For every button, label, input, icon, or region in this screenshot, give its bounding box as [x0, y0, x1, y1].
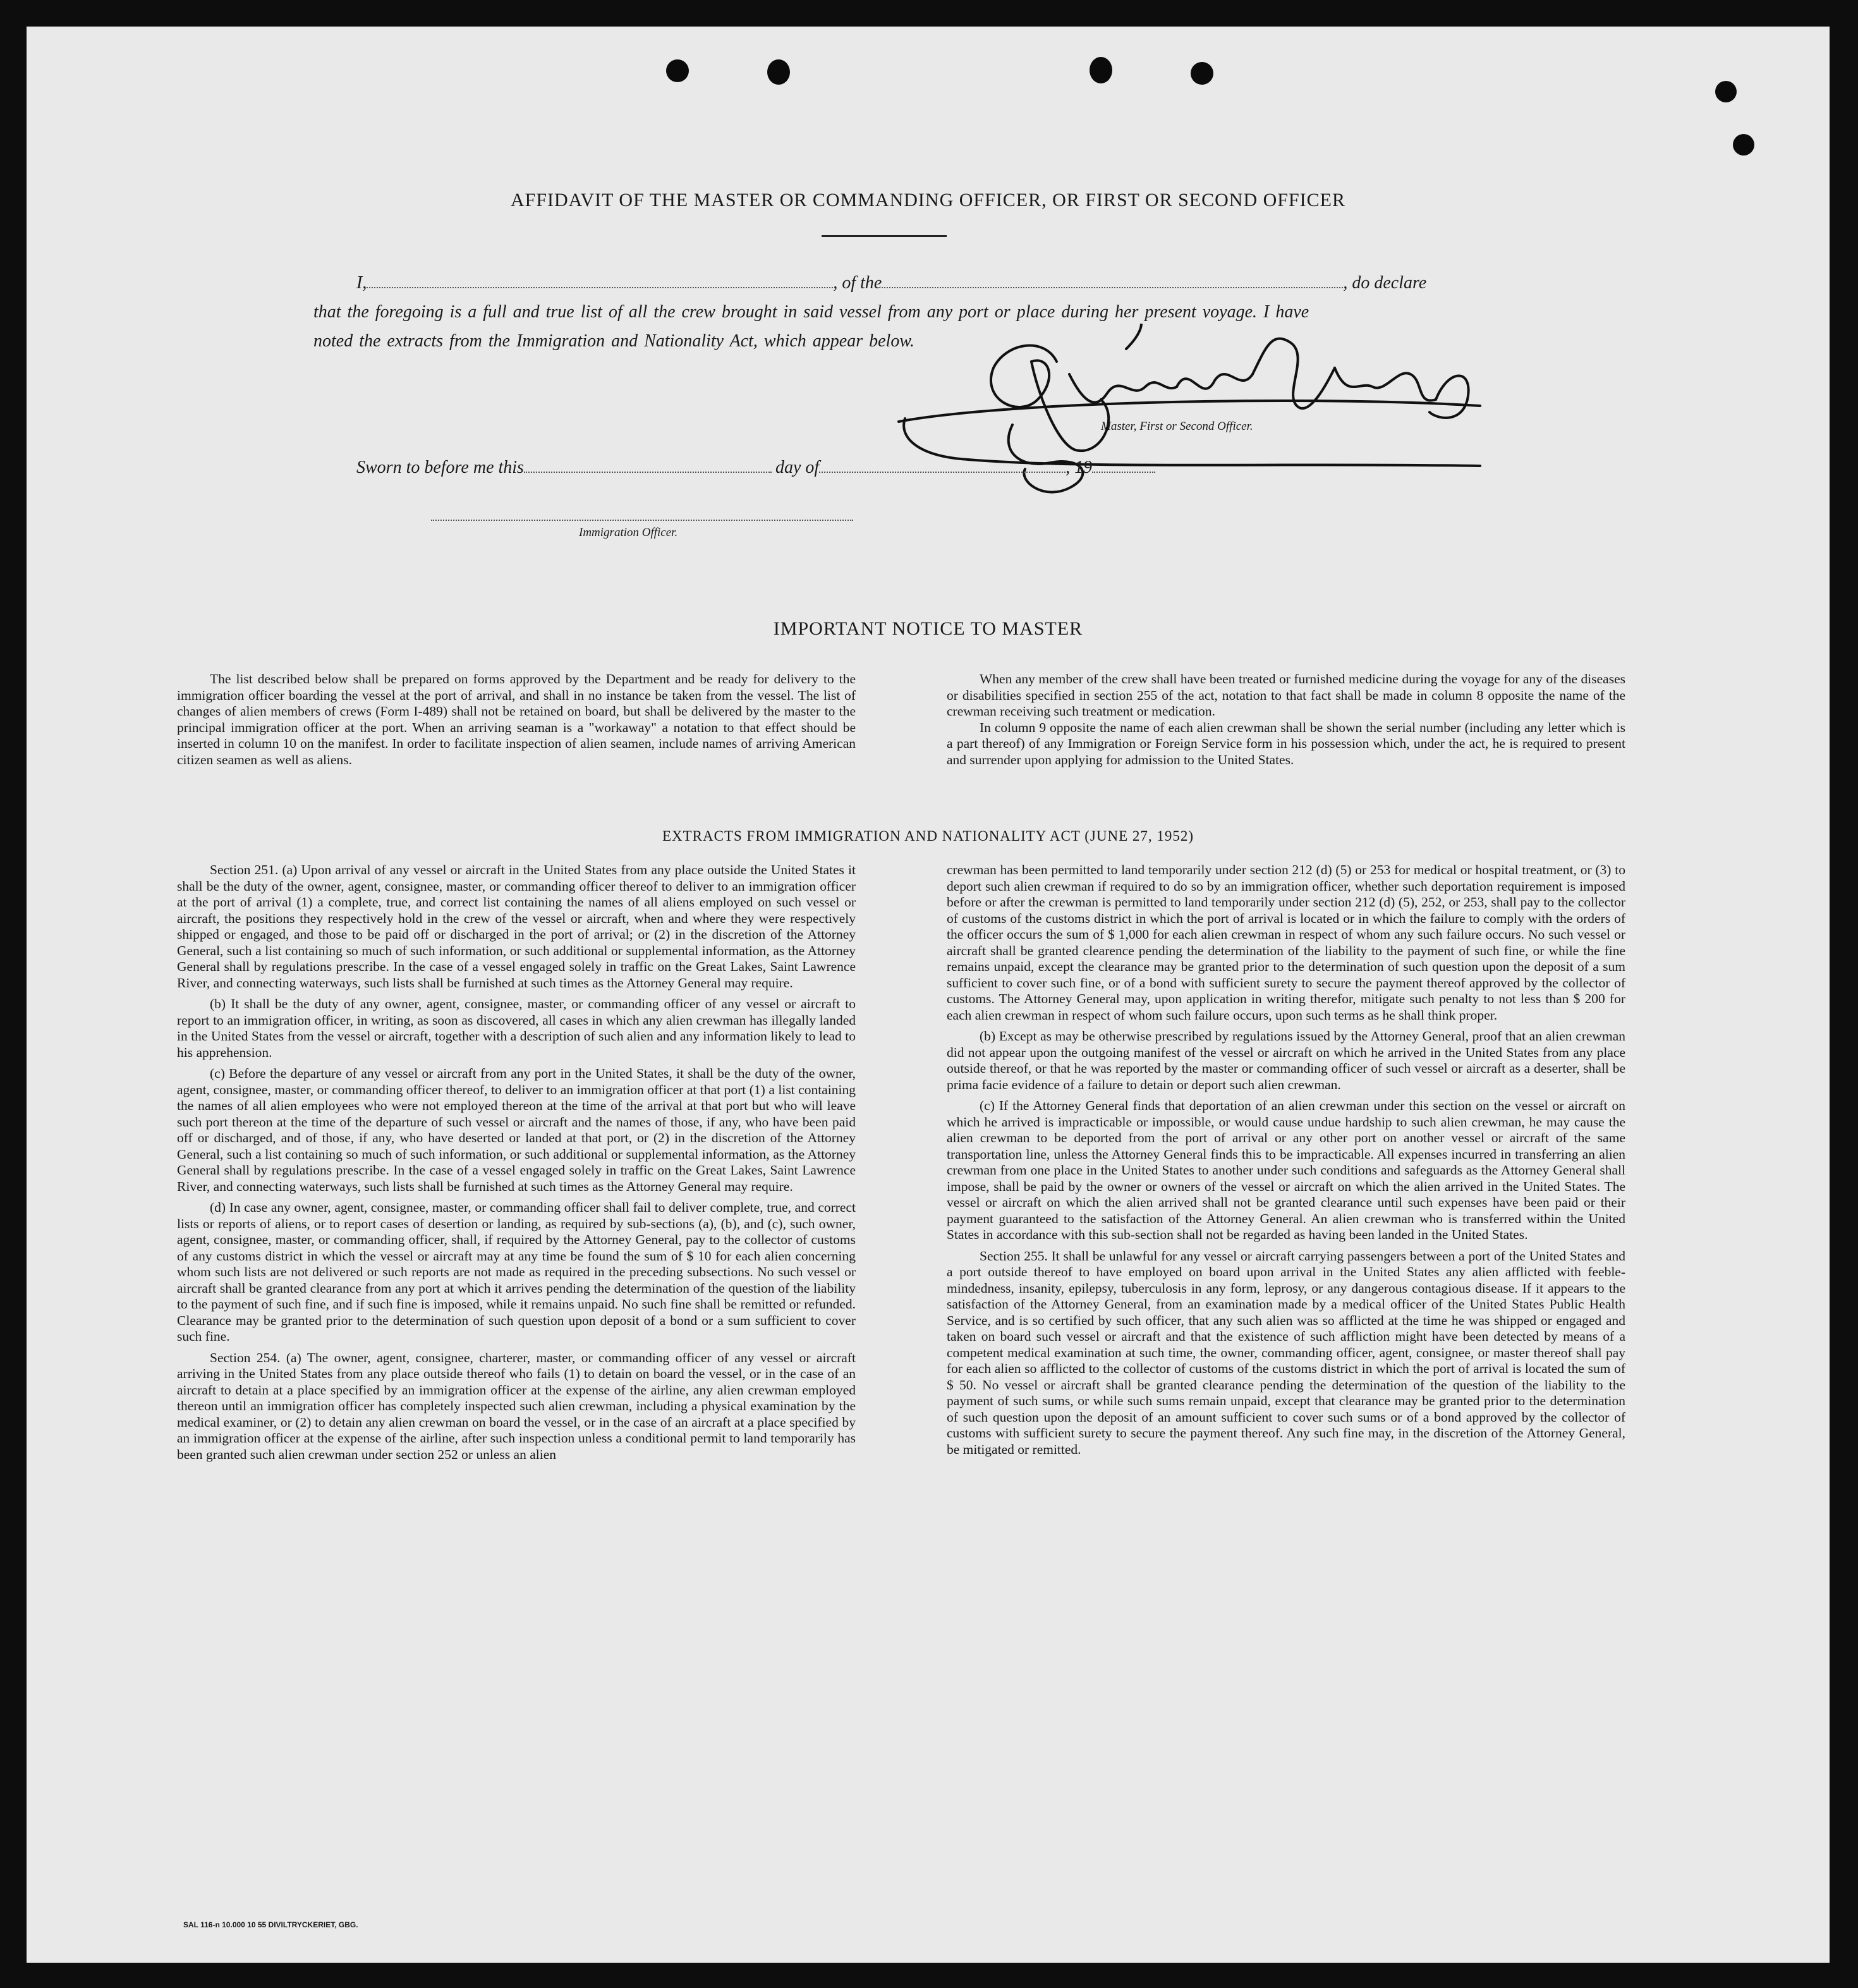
- extracts-right-column: [947, 862, 1625, 1468]
- sworn-label: Sworn to before me this: [356, 458, 524, 477]
- notice-left-column: [177, 671, 856, 773]
- notice-right-column: [947, 671, 1625, 773]
- form-footer: SAL 116-n 10.000 10 55 DIVILTRYCKERIET, GBG.: [183, 1920, 358, 1929]
- extract-paragraph: (c) Before the departure of any vessel or aircraft from any port in the United States, it shall be the duty of the owner, agent, consignee, master, or commanding officer thereof, to deliver to an immigration officer at that port (1) a list containing the names of all alien employees who were not employed thereon at the time of the arrival at that port but who will leave such port thereon at the time of the departure of such vessel or aircraft and the names of those, if any, who have been paid off or discharged, and of those, if any, who have deserted or landed at that port, or (2) in the discretion of the Attorney General, such a list containing so much of such information, or such additional or supplemental information, as the Attorney General shall by regulations prescribe. In the case of a vessel engaged solely in traffic on the Great Lakes, Saint Lawrence River, and connecting waterways, such lists shall be furnished at such times as the Attorney General may require.: [177, 1066, 856, 1194]
- extract-paragraph: Section 251. (a) Upon arrival of any vessel or aircraft in the United States from any place outside the United States it shall be the duty of the owner, agent, consignee, master, or commanding officer thereof to deliver to an immigration officer at the port of arrival (1) a complete, true, and correct list containing the names of all aliens employed on such vessel or aircraft, the positions they respectively hold in the crew of the vessel or aircraft, when and where they were respectively shipped or engaged, and those to be paid off or discharged in the port of arrival; or (2) in the discretion of the Attorney General, such a list containing so much of such information, or such additional or supplemental information, as the Attorney General shall by regulations prescribe. In the case of a vessel engaged solely in traffic on the Great Lakes, Saint Lawrence River, and connecting waterways, such lists shall be furnished at such times as the Attorney General may require.: [177, 862, 856, 991]
- punch-hole: [767, 59, 790, 85]
- title-rule: [822, 235, 947, 237]
- sworn-line: [356, 458, 1155, 478]
- day-of-label: day of: [775, 458, 820, 477]
- extract-paragraph: (b) It shall be the duty of any owner, agent, consignee, master, or commanding officer of any vessel or aircraft to report to an immigration officer, in writing, as soon as discovered, all cases in which any alien crewman has illegally landed in the United States from the vessel or aircraft, together with a description of such alien and any information likely to lead to his apprehension.: [177, 996, 856, 1060]
- vessel-prefix: , of the: [833, 273, 882, 293]
- punch-hole: [1191, 62, 1213, 85]
- extract-paragraph: (c) If the Attorney General finds that deportation of an alien crewman under this section on the vessel or aircraft on which he arrived is impracticable or impossible, or would cause undue hardship to such alien crewman, he may cause the alien crewman to be deported from the port of arrival or any other port on another vessel or aircraft of the same transportation line, unless the Attorney General finds this to be impracticable. All expenses incurred in transferring an alien crewman from one place in the United States to another under such conditions and safeguards as the Attorney General shall impose, shall be paid by the owner or owners of the vessel or aircraft on which the alien arrived in the United States. The vessel or aircraft on which the alien arrived shall not be granted clearance until such expenses have been paid or their payment guaranteed to the satisfaction of the Attorney General. An alien crewman who is transferred within the United States in accordance with this sub-section shall not be regarded as having been landed in the United States.: [947, 1098, 1625, 1242]
- extracts-title: EXTRACTS FROM IMMIGRATION AND NATIONALITY ACT (JUNE 27, 1952): [662, 828, 1194, 844]
- sworn-day-field: [524, 471, 772, 473]
- affidavit-title: AFFIDAVIT OF THE MASTER OR COMMANDING OFFICER, OR FIRST OR SECOND OFFICER: [510, 190, 1345, 210]
- notice-columns: [177, 671, 1625, 773]
- extract-paragraph: Section 255. It shall be unlawful for any vessel or aircraft carrying passengers between a port of the United States and a port outside thereof to have employed on board upon arrival in the United States any alien afflicted with feeble-mindedness, insanity, epilepsy, tuberculosis in any form, leprosy, or any dangerous contagious disease. If it appears to the satisfaction of the Attorney General, from an examination made by a medical officer of the United States Public Health Service, and is so certified by such officer, that any such alien was so afflicted at the time he was shipped or engaged and taken on board such vessel or aircraft and that the existence of such affliction might have been detected by means of a competent medical examination at such time, the owner, commanding officer, agent, consignee, or master thereof shall pay for each alien so afflicted to the collector of customs of the customs district in which the port of arrival is located the sum of $ 50. No vessel or aircraft shall be granted clearance pending the determination of the question of the liability to the payment of such sums, or while such sums remain unpaid, except that clearance may be granted prior to the determination of such question upon the deposit of an amount sufficient to cover such sums or of a bond approved by the collector of customs with sufficient surety to secure the payment thereof. Any such fine may, in the discretion of the Attorney General, be mitigated or remitted.: [947, 1248, 1625, 1457]
- sworn-month-field: [819, 471, 1066, 473]
- immigration-officer-caption: Immigration Officer.: [579, 526, 678, 539]
- extract-paragraph: Section 254. (a) The owner, agent, consignee, charterer, master, or commanding officer of any vessel or aircraft arriving in the United States from any place outside thereof who fails (1) to detain on board the vessel, or in the case of an aircraft to detain at a place specified by an immigration officer at the expense of the airline, any alien crewman employed thereon until an immigration officer has completely inspected such alien crewman, including a physical examination by the medical examiner, or (2) to detain any alien crewman on board the vessel, or in the case of an aircraft at a place specified by an immigration officer at the expense of the airline, after such inspection unless a conditional permit to land temporarily has been granted such alien crewman under section 252 or unless an alien: [177, 1350, 856, 1462]
- extract-paragraph: crewman has been permitted to land temporarily under section 212 (d) (5) or 253 for medical or hospital treatment, or (3) to deport such alien crewman if required to do so by an immigration officer, whether such deportation requirement is imposed before or after the crewman is permitted to land temporarily under section 212 (d) (5), 252, or 253, shall pay to the collector of customs of the customs district in which the port of arrival is located or in which the failure to comply with the orders of the officer occurs the sum of $ 1,000 for each alien crewman in respect of whom any such failure occurs. No such vessel or aircraft shall be granted clearence pending the determination of the liability to the payment of such fine, or while the fine remains unpaid, except the clearance may be granted prior to the determination of such question upon the deposit of a sum sufficient to cover such fine, or of a bond with sufficient surety to secure the payment thereof approved by the collector of customs. The Attorney General may, upon application in writing therefor, mitigate such penalty to not less than $ 200 for each alien crewman in respect of whom such failure occurs, upon such terms as he shall think proper.: [947, 862, 1625, 1023]
- master-signature: [892, 324, 1499, 513]
- punch-hole: [1733, 134, 1754, 156]
- declarant-name-field: [367, 286, 833, 288]
- extract-paragraph: (b) Except as may be otherwise prescribed by regulations issued by the Attorney General, proof that an alien crewman did not appear upon the outgoing manifest of the vessel or aircraft on which he arrived in the United States from any place outside thereof, or that he was reported by the master or commanding officer of such vessel or aircraft as a deserter, shall be prima facie evidence of a failure to detain or deport such alien crewman.: [947, 1028, 1625, 1092]
- vessel-name-field: [882, 286, 1343, 288]
- punch-hole: [666, 59, 689, 82]
- declaration-line-3: noted the extracts from the Immigration and Nationality Act, which appear below.: [313, 331, 914, 351]
- punch-hole: [1090, 57, 1112, 83]
- extracts-columns: [177, 862, 1625, 1468]
- extracts-left-column: [177, 862, 856, 1468]
- officer-signature-line: [431, 520, 853, 521]
- declarant-prefix: I,: [356, 273, 367, 293]
- declaration-line-2: that the foregoing is a full and true list of all the crew brought in said vessel from any port or place during her present voyage. I have: [313, 302, 1309, 322]
- notice-paragraph: In column 9 opposite the name of each alien crewman shall be shown the serial number (including any letter which is a part thereof) of any Immigration or Foreign Service form in his possession which, under the act, he is required to present and surrender upon applying for admission to the United States.: [947, 719, 1625, 767]
- declare-suffix: , do declare: [1343, 273, 1427, 293]
- extract-paragraph: (d) In case any owner, agent, consignee, master, or commanding officer shall fail to deliver complete, true, and correct lists or reports of aliens, or to report cases of desertion or landing, as required by sub-sections (a), (b), and (c), such owner, agent, consignee, master, or commanding officer, shall, if required by the Attorney General, pay to the collector of customs of any customs district in which the vessel or aircraft may at any time be found the sum of $ 10 for each alien concerning whom such lists are not delivered or such reports are not made as required in the preceding subsections. No such vessel or aircraft shall be granted clearance from any port at which it arrives pending the determination of the question of the liability to the payment of such fine, and if such fine is imposed, while it remains unpaid. No such fine shall be remitted or refunded. Clearance may be granted prior to the determination of such question upon deposit of a bond or a sum sufficient to cover such fine.: [177, 1200, 856, 1344]
- signature-caption: Master, First or Second Officer.: [1101, 420, 1253, 433]
- declaration-line-1: [356, 273, 1426, 293]
- document-page: [27, 27, 1830, 1963]
- sworn-year-field: [1092, 471, 1155, 473]
- notice-title: IMPORTANT NOTICE TO MASTER: [773, 618, 1083, 639]
- punch-hole: [1715, 81, 1737, 102]
- notice-paragraph: When any member of the crew shall have been treated or furnished medicine during the voyage for any of the diseases or disabilities specified in section 255 of the act, notation to that fact shall be made in column 8 opposite the name of the crewman receiving such treatment or medication.: [947, 671, 1625, 719]
- year-label: , 19: [1066, 458, 1093, 477]
- notice-paragraph: The list described below shall be prepared on forms approved by the Department and be ready for delivery to the immigration officer boarding the vessel at the port of arrival, and shall in no instance be taken from the vessel. The list of changes of alien members of crews (Form I-489) shall not be retained on board, but shall be delivered by the master to the principal immigration officer at the port. When an arriving seaman is a "workaway" a notation to that effect should be inserted in column 10 on the manifest. In order to facilitate inspection of alien seamen, include names of arriving American citizen seamen as well as aliens.: [177, 671, 856, 767]
